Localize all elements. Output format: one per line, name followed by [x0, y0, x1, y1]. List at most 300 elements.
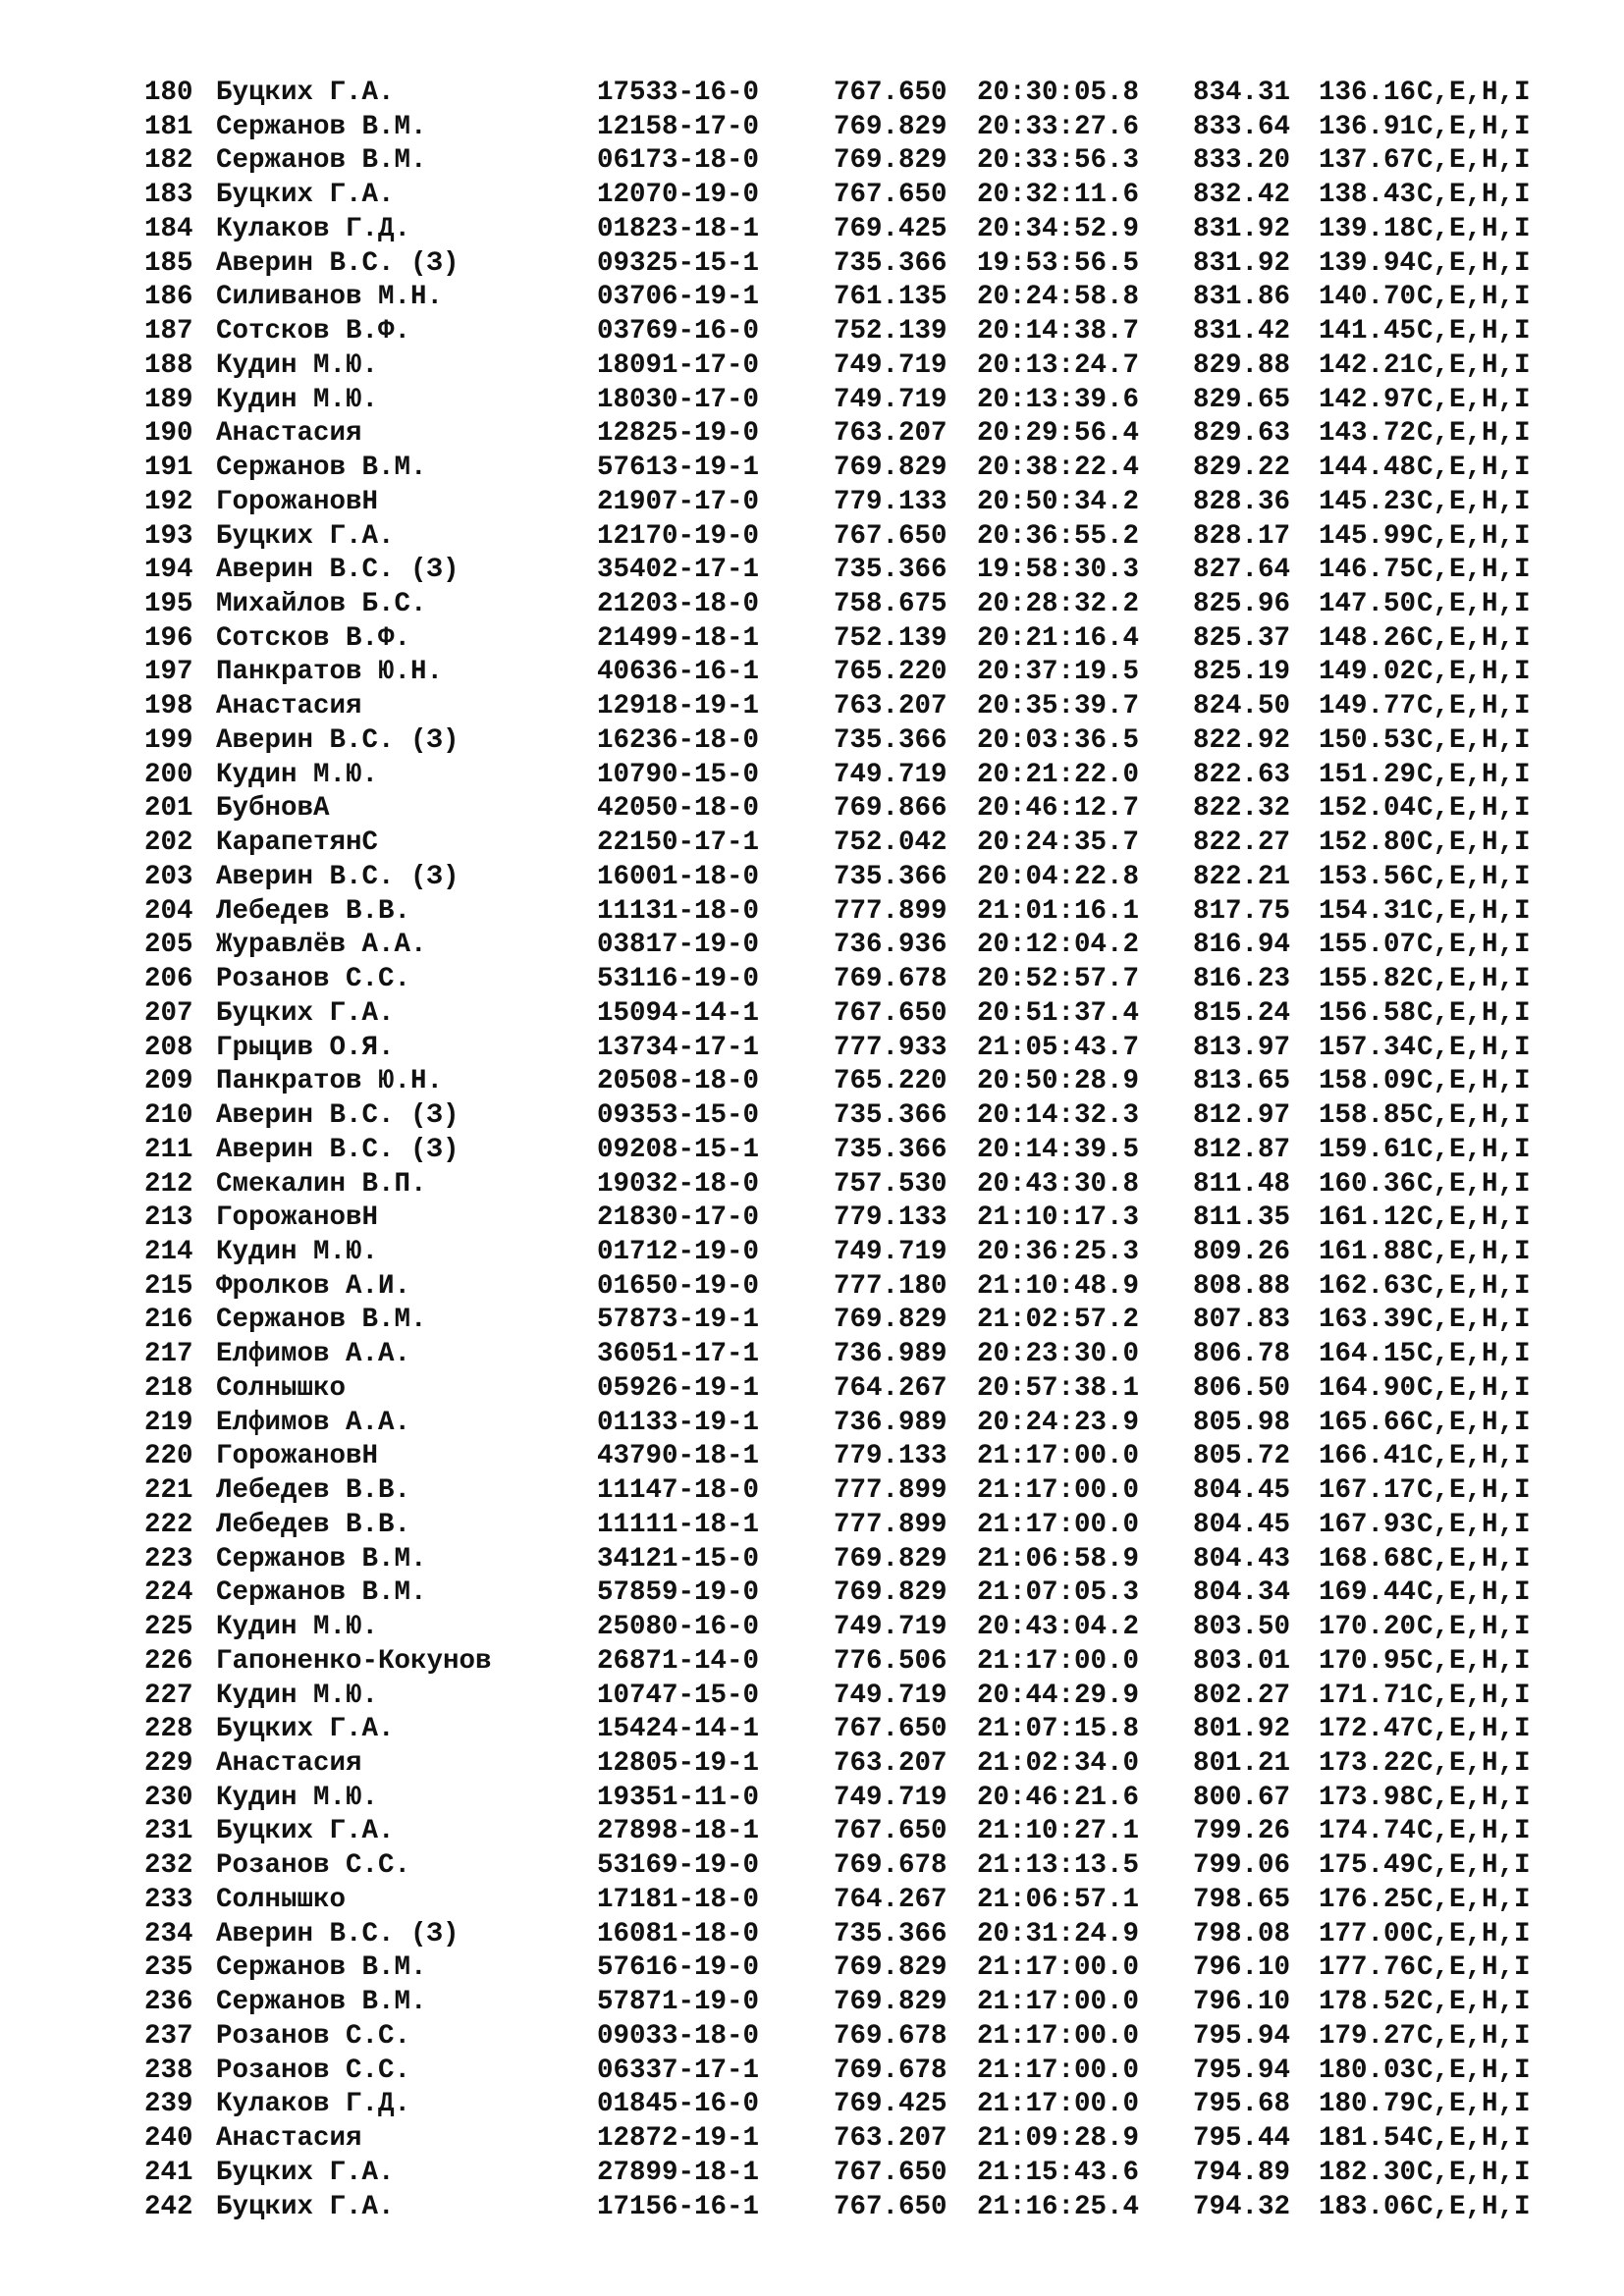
coefficient-cell: 161.12 [1319, 1202, 1417, 1234]
place-cell: 199 [144, 724, 193, 756]
ring-number-cell: 06173-18-0 [597, 145, 760, 177]
coefficient-cell: 142.21 [1319, 349, 1417, 381]
place-cell: 218 [144, 1372, 193, 1404]
distance-cell: 749.719 [834, 1236, 947, 1267]
coefficient-cell: 159.61 [1319, 1134, 1417, 1165]
place-cell: 228 [144, 1714, 193, 1745]
coefficient-cell: 174.74 [1319, 1816, 1417, 1847]
ring-number-cell: 26871-14-0 [597, 1645, 760, 1677]
distance-cell: 735.366 [834, 1100, 947, 1132]
flags-cell: C,E,H,I [1417, 1066, 1531, 1097]
coefficient-cell: 141.45 [1319, 316, 1417, 347]
coefficient-cell: 151.29 [1319, 759, 1417, 790]
arrival-time-cell: 20:04:22.8 [977, 861, 1140, 892]
ring-number-cell: 35402-17-1 [597, 555, 760, 586]
flags-cell: C,E,H,I [1417, 1782, 1531, 1813]
speed-cell: 825.37 [1193, 622, 1291, 654]
ring-number-cell: 09353-15-0 [597, 1100, 760, 1132]
ring-number-cell: 57616-19-0 [597, 1952, 760, 1984]
flags-cell: C,E,H,I [1417, 520, 1531, 552]
distance-cell: 736.936 [834, 930, 947, 961]
distance-cell: 764.267 [834, 1884, 947, 1915]
flags-cell: C,E,H,I [1417, 384, 1531, 415]
coefficient-cell: 145.23 [1319, 486, 1417, 517]
arrival-time-cell: 21:06:58.9 [977, 1543, 1140, 1575]
distance-cell: 769.425 [834, 213, 947, 244]
fancier-name-cell: Анастасия [216, 1747, 362, 1779]
ring-number-cell: 17533-16-0 [597, 78, 760, 108]
arrival-time-cell: 20:46:21.6 [977, 1782, 1140, 1813]
ring-number-cell: 12825-19-0 [597, 418, 760, 450]
table-row [144, 1304, 1574, 1338]
table-row [144, 111, 1574, 145]
speed-cell: 796.10 [1193, 1987, 1291, 2018]
flags-cell: C,E,H,I [1417, 724, 1531, 756]
coefficient-cell: 153.56 [1319, 861, 1417, 892]
coefficient-cell: 170.95 [1319, 1645, 1417, 1677]
flags-cell: C,E,H,I [1417, 1032, 1531, 1063]
flags-cell: C,E,H,I [1417, 2089, 1531, 2120]
arrival-time-cell: 21:17:00.0 [977, 1645, 1140, 1677]
table-row [144, 724, 1574, 759]
place-cell: 239 [144, 2089, 193, 2120]
table-row [144, 1440, 1574, 1474]
flags-cell: C,E,H,I [1417, 997, 1531, 1029]
table-row [144, 520, 1574, 555]
arrival-time-cell: 21:17:00.0 [977, 1509, 1140, 1540]
flags-cell: C,E,H,I [1417, 691, 1531, 722]
ring-number-cell: 53169-19-0 [597, 1850, 760, 1882]
ring-number-cell: 19032-18-0 [597, 1168, 760, 1200]
distance-cell: 777.899 [834, 1475, 947, 1507]
table-row [144, 2020, 1574, 2055]
table-row [144, 1918, 1574, 1952]
table-row [144, 554, 1574, 588]
table-row [144, 1543, 1574, 1577]
coefficient-cell: 173.22 [1319, 1747, 1417, 1779]
flags-cell: C,E,H,I [1417, 1577, 1531, 1609]
arrival-time-cell: 20:31:24.9 [977, 1918, 1140, 1949]
speed-cell: 828.17 [1193, 520, 1291, 552]
arrival-time-cell: 21:17:00.0 [977, 1952, 1140, 1984]
coefficient-cell: 169.44 [1319, 1577, 1417, 1609]
place-cell: 232 [144, 1850, 193, 1882]
flags-cell: C,E,H,I [1417, 895, 1531, 927]
table-row [144, 759, 1574, 793]
distance-cell: 769.678 [834, 2055, 947, 2086]
speed-cell: 824.50 [1193, 691, 1291, 722]
distance-cell: 769.829 [834, 145, 947, 177]
arrival-time-cell: 20:46:12.7 [977, 793, 1140, 825]
speed-cell: 822.21 [1193, 861, 1291, 892]
coefficient-cell: 152.80 [1319, 828, 1417, 859]
speed-cell: 831.92 [1193, 213, 1291, 244]
flags-cell: C,E,H,I [1417, 1714, 1531, 1745]
speed-cell: 829.22 [1193, 453, 1291, 484]
speed-cell: 795.44 [1193, 2123, 1291, 2155]
flags-cell: C,E,H,I [1417, 1884, 1531, 1915]
flags-cell: C,E,H,I [1417, 1987, 1531, 2018]
arrival-time-cell: 20:36:55.2 [977, 520, 1140, 552]
flags-cell: C,E,H,I [1417, 930, 1531, 961]
fancier-name-cell: Буцких Г.А. [216, 78, 395, 108]
coefficient-cell: 155.07 [1319, 930, 1417, 961]
arrival-time-cell: 20:50:28.9 [977, 1066, 1140, 1097]
arrival-time-cell: 19:53:56.5 [977, 247, 1140, 279]
fancier-name-cell: Буцких Г.А. [216, 1714, 395, 1745]
results-table-body [144, 77, 1574, 2224]
table-row [144, 1747, 1574, 1782]
table-row [144, 1474, 1574, 1509]
fancier-name-cell: Кудин М.Ю. [216, 759, 379, 790]
table-row [144, 1236, 1574, 1270]
flags-cell: C,E,H,I [1417, 759, 1531, 790]
ring-number-cell: 10747-15-0 [597, 1680, 760, 1711]
table-row [144, 1576, 1574, 1611]
arrival-time-cell: 21:02:57.2 [977, 1305, 1140, 1336]
speed-cell: 832.42 [1193, 180, 1291, 211]
table-row [144, 2088, 1574, 2122]
coefficient-cell: 139.94 [1319, 247, 1417, 279]
distance-cell: 736.989 [834, 1339, 947, 1370]
ring-number-cell: 21203-18-0 [597, 589, 760, 620]
place-cell: 201 [144, 793, 193, 825]
table-row [144, 1884, 1574, 1918]
speed-cell: 825.19 [1193, 657, 1291, 688]
place-cell: 197 [144, 657, 193, 688]
arrival-time-cell: 20:44:29.9 [977, 1680, 1140, 1711]
coefficient-cell: 178.52 [1319, 1987, 1417, 2018]
table-row [144, 792, 1574, 827]
ring-number-cell: 57613-19-1 [597, 453, 760, 484]
arrival-time-cell: 20:38:22.4 [977, 453, 1140, 484]
fancier-name-cell: Панкратов Ю.Н. [216, 1066, 444, 1097]
table-row [144, 963, 1574, 997]
distance-cell: 767.650 [834, 2191, 947, 2222]
distance-cell: 769.678 [834, 2020, 947, 2052]
ring-number-cell: 22150-17-1 [597, 828, 760, 859]
distance-cell: 763.207 [834, 1747, 947, 1779]
speed-cell: 815.24 [1193, 997, 1291, 1029]
ring-number-cell: 21499-18-1 [597, 622, 760, 654]
ring-number-cell: 40636-16-1 [597, 657, 760, 688]
table-row [144, 895, 1574, 930]
place-cell: 182 [144, 145, 193, 177]
table-row [144, 2157, 1574, 2191]
coefficient-cell: 167.93 [1319, 1509, 1417, 1540]
ring-number-cell: 09208-15-1 [597, 1134, 760, 1165]
fancier-name-cell: Аверин В.С. (З) [216, 247, 460, 279]
arrival-time-cell: 21:16:25.4 [977, 2191, 1140, 2222]
distance-cell: 769.866 [834, 793, 947, 825]
place-cell: 237 [144, 2020, 193, 2052]
ring-number-cell: 57873-19-1 [597, 1305, 760, 1336]
distance-cell: 765.220 [834, 1066, 947, 1097]
distance-cell: 767.650 [834, 520, 947, 552]
speed-cell: 813.97 [1193, 1032, 1291, 1063]
place-cell: 193 [144, 520, 193, 552]
fancier-name-cell: Сержанов В.М. [216, 1987, 427, 2018]
place-cell: 224 [144, 1577, 193, 1609]
coefficient-cell: 136.91 [1319, 111, 1417, 142]
place-cell: 210 [144, 1100, 193, 1132]
speed-cell: 831.92 [1193, 247, 1291, 279]
distance-cell: 776.506 [834, 1645, 947, 1677]
speed-cell: 829.65 [1193, 384, 1291, 415]
coefficient-cell: 166.41 [1319, 1441, 1417, 1472]
arrival-time-cell: 20:13:39.6 [977, 384, 1140, 415]
place-cell: 238 [144, 2055, 193, 2086]
ring-number-cell: 11111-18-1 [597, 1509, 760, 1540]
flags-cell: C,E,H,I [1417, 1441, 1531, 1472]
place-cell: 220 [144, 1441, 193, 1472]
distance-cell: 769.829 [834, 1987, 947, 2018]
fancier-name-cell: Аверин В.С. (З) [216, 1134, 460, 1165]
distance-cell: 769.829 [834, 1305, 947, 1336]
flags-cell: C,E,H,I [1417, 2020, 1531, 2052]
flags-cell: C,E,H,I [1417, 316, 1531, 347]
table-row [144, 690, 1574, 724]
arrival-time-cell: 19:58:30.3 [977, 555, 1140, 586]
fancier-name-cell: Аверин В.С. (З) [216, 555, 460, 586]
speed-cell: 796.10 [1193, 1952, 1291, 1984]
flags-cell: C,E,H,I [1417, 1305, 1531, 1336]
ring-number-cell: 27898-18-1 [597, 1816, 760, 1847]
speed-cell: 831.42 [1193, 316, 1291, 347]
place-cell: 230 [144, 1782, 193, 1813]
place-cell: 190 [144, 418, 193, 450]
coefficient-cell: 183.06 [1319, 2191, 1417, 2222]
distance-cell: 779.133 [834, 486, 947, 517]
flags-cell: C,E,H,I [1417, 486, 1531, 517]
coefficient-cell: 182.30 [1319, 2157, 1417, 2188]
ring-number-cell: 01845-16-0 [597, 2089, 760, 2120]
speed-cell: 800.67 [1193, 1782, 1291, 1813]
ring-number-cell: 01650-19-0 [597, 1270, 760, 1302]
place-cell: 192 [144, 486, 193, 517]
coefficient-cell: 155.82 [1319, 964, 1417, 995]
fancier-name-cell: Кулаков Г.Д. [216, 2089, 411, 2120]
table-row [144, 622, 1574, 657]
speed-cell: 799.06 [1193, 1850, 1291, 1882]
place-cell: 207 [144, 997, 193, 1029]
flags-cell: C,E,H,I [1417, 145, 1531, 177]
ring-number-cell: 19351-11-0 [597, 1782, 760, 1813]
arrival-time-cell: 20:24:35.7 [977, 828, 1140, 859]
coefficient-cell: 147.50 [1319, 589, 1417, 620]
distance-cell: 735.366 [834, 861, 947, 892]
place-cell: 214 [144, 1236, 193, 1267]
coefficient-cell: 137.67 [1319, 145, 1417, 177]
distance-cell: 779.133 [834, 1202, 947, 1234]
arrival-time-cell: 21:15:43.6 [977, 2157, 1140, 2188]
fancier-name-cell: Буцких Г.А. [216, 2191, 395, 2222]
fancier-name-cell: Буцких Г.А. [216, 520, 395, 552]
coefficient-cell: 177.76 [1319, 1952, 1417, 1984]
flags-cell: C,E,H,I [1417, 418, 1531, 450]
arrival-time-cell: 20:03:36.5 [977, 724, 1140, 756]
arrival-time-cell: 21:09:28.9 [977, 2123, 1140, 2155]
arrival-time-cell: 20:33:56.3 [977, 145, 1140, 177]
place-cell: 229 [144, 1747, 193, 1779]
flags-cell: C,E,H,I [1417, 453, 1531, 484]
table-row [144, 1407, 1574, 1441]
fancier-name-cell: Сержанов В.М. [216, 111, 427, 142]
flags-cell: C,E,H,I [1417, 1100, 1531, 1132]
flags-cell: C,E,H,I [1417, 1475, 1531, 1507]
distance-cell: 761.135 [834, 282, 947, 313]
distance-cell: 769.678 [834, 964, 947, 995]
ring-number-cell: 42050-18-0 [597, 793, 760, 825]
speed-cell: 822.92 [1193, 724, 1291, 756]
speed-cell: 798.08 [1193, 1918, 1291, 1949]
distance-cell: 736.989 [834, 1407, 947, 1438]
place-cell: 236 [144, 1987, 193, 2018]
place-cell: 221 [144, 1475, 193, 1507]
arrival-time-cell: 21:17:00.0 [977, 2020, 1140, 2052]
place-cell: 235 [144, 1952, 193, 1984]
fancier-name-cell: Розанов С.С. [216, 964, 411, 995]
distance-cell: 749.719 [834, 349, 947, 381]
fancier-name-cell: Лебедев В.В. [216, 895, 411, 927]
flags-cell: C,E,H,I [1417, 1680, 1531, 1711]
coefficient-cell: 157.34 [1319, 1032, 1417, 1063]
speed-cell: 822.27 [1193, 828, 1291, 859]
speed-cell: 833.64 [1193, 111, 1291, 142]
flags-cell: C,E,H,I [1417, 78, 1531, 108]
coefficient-cell: 161.88 [1319, 1236, 1417, 1267]
ring-number-cell: 03706-19-1 [597, 282, 760, 313]
fancier-name-cell: Гапоненко-Кокунов [216, 1645, 492, 1677]
coefficient-cell: 149.77 [1319, 691, 1417, 722]
fancier-name-cell: ГорожановН [216, 1202, 379, 1234]
fancier-name-cell: Елфимов А.А. [216, 1407, 411, 1438]
flags-cell: C,E,H,I [1417, 555, 1531, 586]
speed-cell: 794.89 [1193, 2157, 1291, 2188]
coefficient-cell: 179.27 [1319, 2020, 1417, 2052]
coefficient-cell: 180.03 [1319, 2055, 1417, 2086]
speed-cell: 799.26 [1193, 1816, 1291, 1847]
arrival-time-cell: 20:13:24.7 [977, 349, 1140, 381]
fancier-name-cell: Фролков А.И. [216, 1270, 411, 1302]
coefficient-cell: 152.04 [1319, 793, 1417, 825]
speed-cell: 806.50 [1193, 1372, 1291, 1404]
fancier-name-cell: Сержанов В.М. [216, 1952, 427, 1984]
flags-cell: C,E,H,I [1417, 1543, 1531, 1575]
ring-number-cell: 01133-19-1 [597, 1407, 760, 1438]
arrival-time-cell: 20:21:16.4 [977, 622, 1140, 654]
coefficient-cell: 150.53 [1319, 724, 1417, 756]
distance-cell: 735.366 [834, 1918, 947, 1949]
arrival-time-cell: 20:21:22.0 [977, 759, 1140, 790]
place-cell: 212 [144, 1168, 193, 1200]
speed-cell: 806.78 [1193, 1339, 1291, 1370]
speed-cell: 812.97 [1193, 1100, 1291, 1132]
fancier-name-cell: Кудин М.Ю. [216, 1612, 379, 1643]
distance-cell: 765.220 [834, 657, 947, 688]
arrival-time-cell: 21:17:00.0 [977, 2089, 1140, 2120]
speed-cell: 805.72 [1193, 1441, 1291, 1472]
place-cell: 231 [144, 1816, 193, 1847]
fancier-name-cell: Анастасия [216, 418, 362, 450]
speed-cell: 831.86 [1193, 282, 1291, 313]
speed-cell: 801.21 [1193, 1747, 1291, 1779]
fancier-name-cell: Сержанов В.М. [216, 453, 427, 484]
place-cell: 181 [144, 111, 193, 142]
table-row [144, 452, 1574, 486]
coefficient-cell: 181.54 [1319, 2123, 1417, 2155]
coefficient-cell: 156.58 [1319, 997, 1417, 1029]
distance-cell: 767.650 [834, 180, 947, 211]
table-row [144, 179, 1574, 213]
distance-cell: 749.719 [834, 1782, 947, 1813]
place-cell: 185 [144, 247, 193, 279]
results-table [144, 77, 1574, 2224]
arrival-time-cell: 20:34:52.9 [977, 213, 1140, 244]
arrival-time-cell: 20:23:30.0 [977, 1339, 1140, 1370]
place-cell: 213 [144, 1202, 193, 1234]
coefficient-cell: 177.00 [1319, 1918, 1417, 1949]
flags-cell: C,E,H,I [1417, 1236, 1531, 1267]
flags-cell: C,E,H,I [1417, 1270, 1531, 1302]
table-row [144, 656, 1574, 690]
fancier-name-cell: Розанов С.С. [216, 1850, 411, 1882]
flags-cell: C,E,H,I [1417, 1645, 1531, 1677]
fancier-name-cell: Елфимов А.А. [216, 1339, 411, 1370]
speed-cell: 805.98 [1193, 1407, 1291, 1438]
distance-cell: 763.207 [834, 418, 947, 450]
speed-cell: 803.50 [1193, 1612, 1291, 1643]
distance-cell: 749.719 [834, 1612, 947, 1643]
flags-cell: C,E,H,I [1417, 111, 1531, 142]
coefficient-cell: 168.68 [1319, 1543, 1417, 1575]
arrival-time-cell: 21:17:00.0 [977, 1987, 1140, 2018]
speed-cell: 833.20 [1193, 145, 1291, 177]
fancier-name-cell: Сержанов В.М. [216, 1543, 427, 1575]
distance-cell: 769.829 [834, 1577, 947, 1609]
table-row [144, 1372, 1574, 1407]
place-cell: 203 [144, 861, 193, 892]
speed-cell: 802.27 [1193, 1680, 1291, 1711]
ring-number-cell: 01823-18-1 [597, 213, 760, 244]
speed-cell: 829.63 [1193, 418, 1291, 450]
fancier-name-cell: Розанов С.С. [216, 2020, 411, 2052]
flags-cell: C,E,H,I [1417, 828, 1531, 859]
arrival-time-cell: 20:37:19.5 [977, 657, 1140, 688]
ring-number-cell: 25080-16-0 [597, 1612, 760, 1643]
speed-cell: 825.96 [1193, 589, 1291, 620]
distance-cell: 767.650 [834, 78, 947, 108]
coefficient-cell: 167.17 [1319, 1475, 1417, 1507]
speed-cell: 795.94 [1193, 2055, 1291, 2086]
arrival-time-cell: 21:07:15.8 [977, 1714, 1140, 1745]
place-cell: 241 [144, 2157, 193, 2188]
ring-number-cell: 12158-17-0 [597, 111, 760, 142]
place-cell: 215 [144, 1270, 193, 1302]
arrival-time-cell: 20:36:25.3 [977, 1236, 1140, 1267]
table-row [144, 1065, 1574, 1099]
distance-cell: 749.719 [834, 1680, 947, 1711]
place-cell: 234 [144, 1918, 193, 1949]
coefficient-cell: 142.97 [1319, 384, 1417, 415]
arrival-time-cell: 20:33:27.6 [977, 111, 1140, 142]
ring-number-cell: 18091-17-0 [597, 349, 760, 381]
fancier-name-cell: Буцких Г.А. [216, 1816, 395, 1847]
table-row [144, 861, 1574, 895]
fancier-name-cell: Кудин М.Ю. [216, 349, 379, 381]
place-cell: 211 [144, 1134, 193, 1165]
place-cell: 198 [144, 691, 193, 722]
